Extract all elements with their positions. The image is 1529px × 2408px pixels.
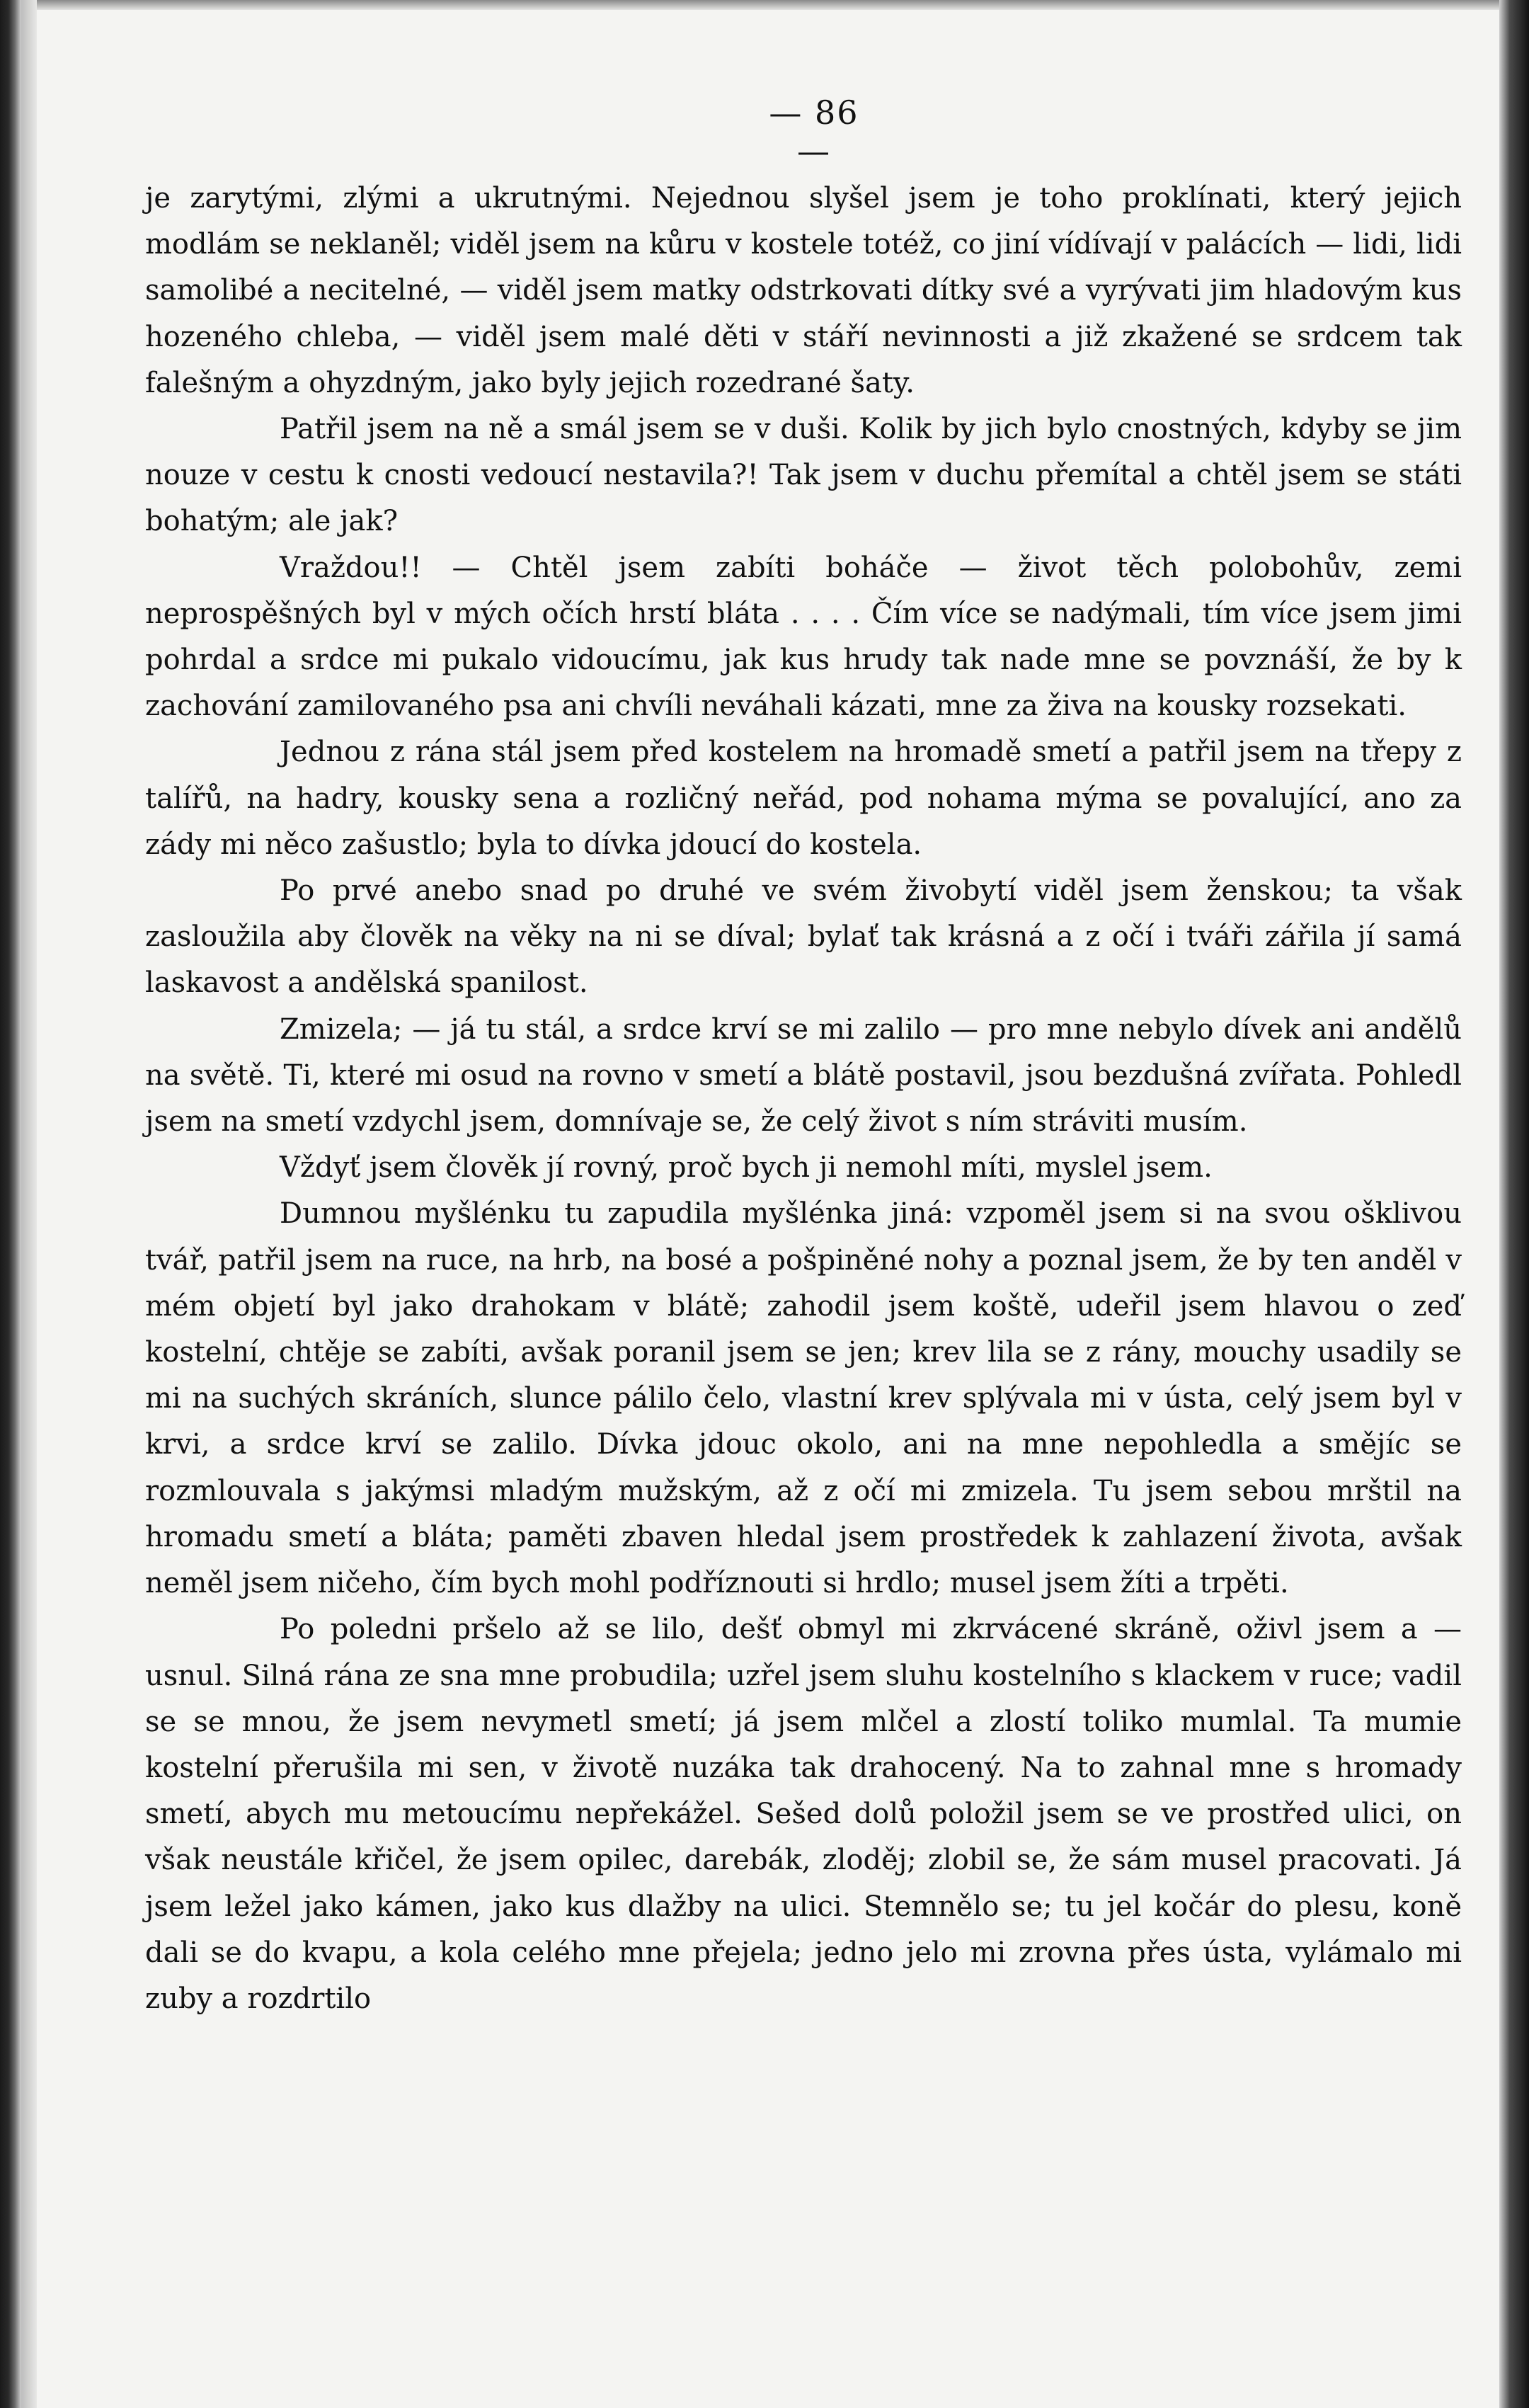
page-top-shadow	[0, 0, 1529, 10]
paragraph: je zarytými, zlými a ukrutnými. Nejednou slyšel jsem je toho proklínati, který jejich modlám se neklaněl; viděl jsem na kůru v kostele totéž, co jiní vídívají v palácích — lidi, lidi samolibé a necitelné, — viděl jsem matky odstrkovati dítky své a vyrývati jim hladovým kus hozeného chleba, — viděl jsem malé děti v stáří nevinnosti a již zkažené se srdcem tak falešným a ohyzdným, jako byly jejich rozedrané šaty.	[145, 182, 1462, 399]
binding-shadow-left	[21, 0, 37, 2408]
paragraph: Vraždou!! — Chtěl jsem zabíti boháče — život těch polobohův, zemi neprospěšných byl v mých očích hrstí bláta . . . . Čím více se nadýmali, tím více jsem jimi pohrdal a srdce mi pukalo vidoucímu, jak kus hrudy tak nade mne se povznáší, že by k zachování zamilovaného psa ani chvíli neváhali kázati, mne za živa na kousky rozsekati.	[145, 551, 1462, 723]
page-number: — 86 —	[769, 93, 859, 170]
binding-edge-left	[0, 0, 21, 2408]
paragraph: Zmizela; — já tu stál, a srdce krví se mi zalilo — pro mne nebylo dívek ani andělů na světě. Ti, které mi osud na rovno v smetí a blátě postavil, jsou bezdušná zvířata. Pohledl jsem na smetí vzdychl jsem, domnívaje se, že celý život s ním stráviti musím.	[145, 1012, 1462, 1139]
paragraph: Dumnou myšlénku tu zapudila myšlénka jiná: vzpoměl jsem si na svou ošklivou tvář, patřil jsem na ruce, na hrb, na bosé a pošpiněné nohy a poznal jsem, že by ten anděl v mém objetí byl jako drahokam v blátě; zahodil jsem koště, udeřil jsem hlavou o zeď kostelní, chtěje se zabíti, avšak poranil jsem se jen; krev lila se z rány, mouchy usadily se mi na suchých skráních, slunce pálilo čelo, vlastní krev splývala mi v ústa, celý jsem byl v krvi, a srdce krví se zalilo. Dívka jdouc okolo, ani na mne nepohledla a smějíc se rozmlouvala s jakýmsi mladým mužským, až z očí mi zmizela. Tu jsem sebou mrštil na hromadu smetí a bláta; paměti zbaven hledal jsem prostředek k zahlazení života, avšak neměl jsem ničeho, čím bych mohl podříznouti si hrdlo; musel jsem žíti a trpěti.	[145, 1197, 1462, 1600]
paragraph: Patřil jsem na ně a smál jsem se v duši. Kolik by jich bylo cnostných, kdyby se jim nouze v cestu k cnosti vedoucí nestavila?! Tak jsem v duchu přemítal a chtěl jsem se státi bohatým; ale jak?	[145, 413, 1462, 538]
paragraph: Po poledni pršelo až se lilo, dešť obmyl mi zkrvácené skráně, oživl jsem a — usnul. Silná rána ze sna mne probudila; uzřel jsem sluhu kostelního s klackem v ruce; vadil se se mnou, že jsem nevymetl smetí; já jsem mlčel a zlostí toliko mumlal. Ta mumie kostelní přerušila mi sen, v životě nuzáka tak drahocený. Na to zahnal mne s hromady smetí, abych mu metoucímu nepřekážel. Sešed dolů položil jsem se ve prostřed ulici, on však neustále křičel, že jsem opilec, darebák, zloděj; zlobil se, že sám musel pracovati. Já jsem ležel jako kámen, jako kus dlažby na ulici. Stemnělo se; tu jel kočár do plesu, koně dali se do kvapu, a kola celého mne přejela; jedno jelo mi zrovna přes ústa, vylámalo mi zuby a rozdrtilo	[145, 1613, 1462, 2015]
paragraph: Vždyť jsem člověk jí rovný, proč bych ji nemohl míti, myslel jsem.	[280, 1151, 1213, 1185]
paragraph: Jednou z rána stál jsem před kostelem na hromadě smetí a patřil jsem na třepy z talířů, na hadry, kousky sena a rozličný neřád, pod nohama mýma se povalující, ano za zády mi něco zašustlo; byla to dívka jdoucí do kostela.	[145, 736, 1462, 861]
body-text	[145, 176, 1462, 2022]
paragraph: Po prvé anebo snad po druhé ve svém živobytí viděl jsem ženskou; ta však zasloužila aby člověk na věky na ni se díval; bylať tak krásná a z očí i tváři zářila jí samá laskavost a andělská spanilost.	[145, 874, 1462, 1000]
page-edge-right	[1499, 0, 1529, 2408]
